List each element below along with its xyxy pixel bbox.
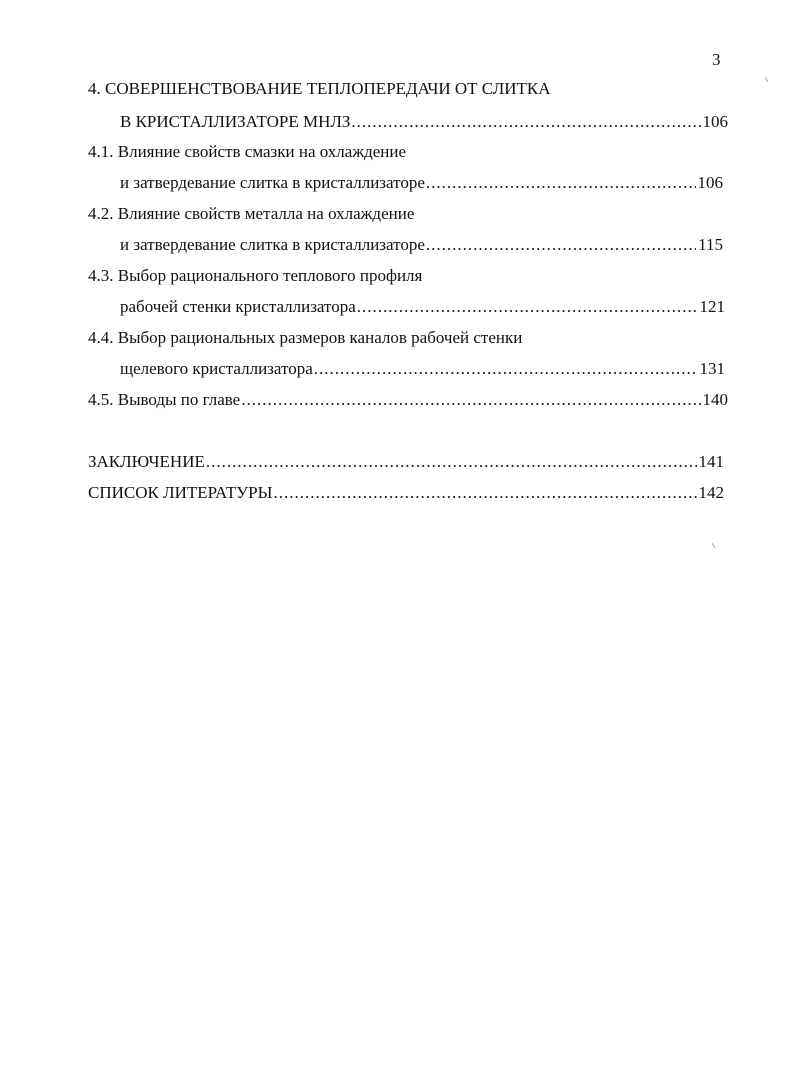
toc-page-number: 141 [698,452,724,471]
toc-entry-text: щелевого кристаллизатора [120,359,313,378]
toc-entry-text: рабочей стенки кристаллизатора [120,297,356,316]
toc-section-4-3-title [88,266,422,286]
dot-leader [351,112,700,132]
toc-page-number: 140 [702,390,728,409]
toc-entry-text: СПИСОК ЛИТЕРАТУРЫ [88,483,273,502]
toc-references-entry[interactable] [88,483,724,503]
toc-page-number: 142 [698,483,724,502]
dot-leader [314,359,698,379]
toc-section-4-2-title [88,204,414,224]
toc-entry-text: ЗАКЛЮЧЕНИЕ [88,452,205,471]
toc-chapter-4-title-text: 4. СОВЕРШЕНСТВОВАНИЕ ТЕПЛОПЕРЕДАЧИ ОТ СЛИТКА [88,79,551,98]
toc-section-4-1-entry[interactable] [120,173,723,193]
toc-entry-text: 4.5. Выводы по главе [88,390,241,409]
toc-section-4-2-title-text: 4.2. Влияние свойств металла на охлаждение [88,204,415,223]
toc-entry-text: и затвердевание слитка в кристаллизаторе [120,235,425,254]
toc-chapter-4-title [88,79,551,99]
toc-section-4-1-title-text: 4.1. Влияние свойств смазки на охлаждение [88,142,407,161]
toc-section-4-3-entry[interactable] [120,297,725,317]
toc-section-4-5-entry[interactable] [88,390,728,410]
toc-chapter-4-entry[interactable] [120,112,728,132]
dot-leader [426,235,696,255]
dot-leader [426,173,696,193]
dot-leader [206,452,697,472]
toc-page-number: 121 [699,297,725,316]
dot-leader [241,390,700,410]
toc-page-number: 131 [699,359,725,378]
toc-page-number: 106 [697,173,723,192]
toc-section-4-4-title-text: 4.4. Выбор рациональных размеров каналов рабочей стенки [88,328,523,347]
dot-leader [273,483,696,503]
toc-entry-text: и затвердевание слитка в кристаллизаторе [120,173,425,192]
page-number: 3 [712,50,721,69]
toc-section-4-3-title-text: 4.3. Выбор рационального теплового профиля [88,266,423,285]
toc-section-4-4-entry[interactable] [120,359,725,379]
toc-section-4-1-title [88,142,406,162]
toc-conclusion-entry[interactable] [88,452,724,472]
dot-leader [357,297,698,317]
toc-section-4-4-title [88,328,522,348]
toc-entry-text: В КРИСТАЛЛИЗАТОРЕ МНЛЗ [120,112,351,131]
toc-page-number: 106 [702,112,728,131]
toc-page-number: 115 [698,235,723,254]
toc-section-4-2-entry[interactable] [120,235,723,255]
